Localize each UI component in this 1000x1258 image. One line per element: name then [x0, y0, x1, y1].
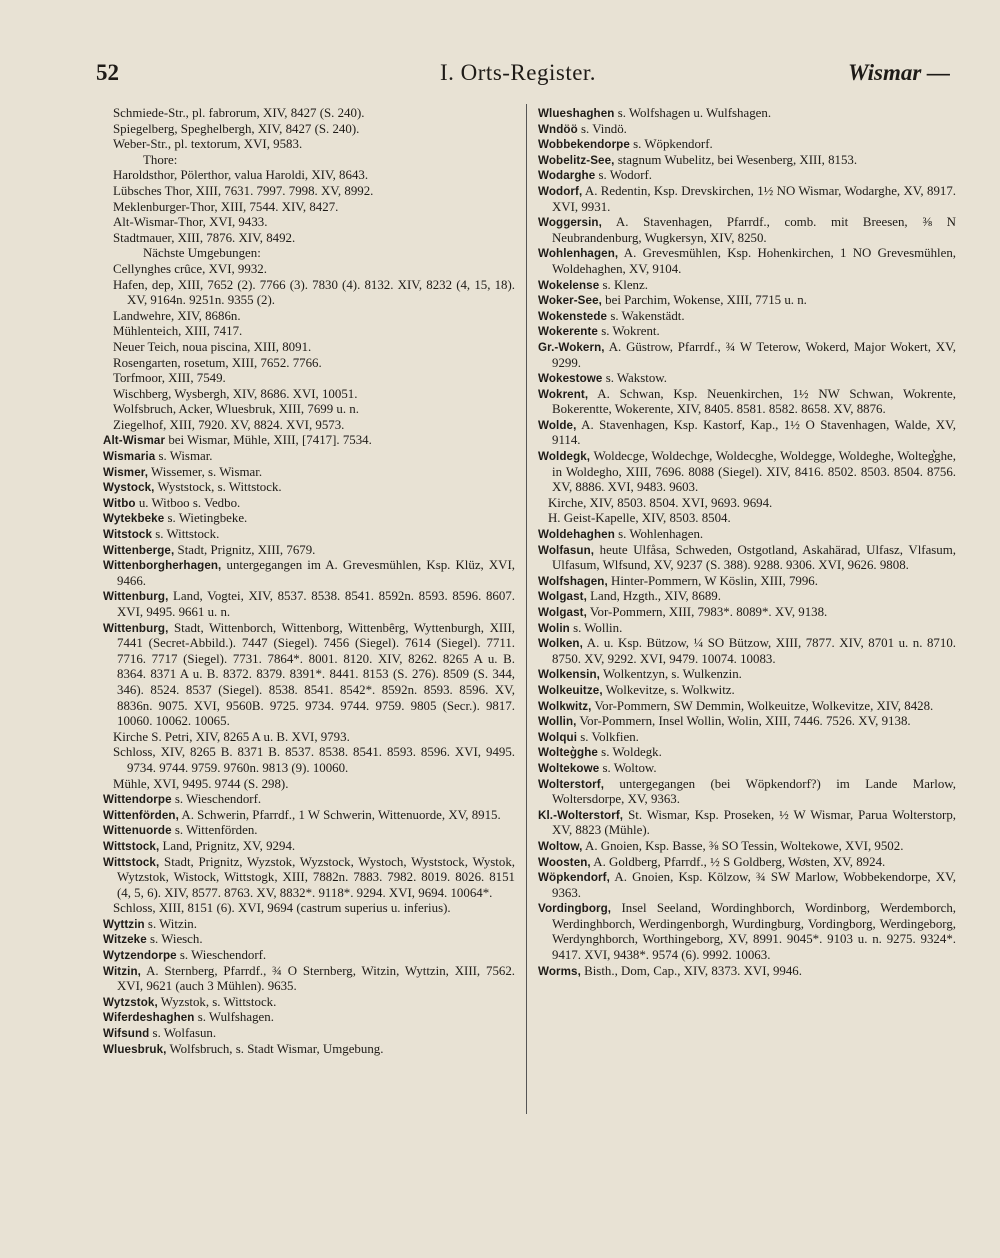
register-entry	[103, 1026, 515, 1042]
entry-text: Schmiede-Str., pl. fabrorum, XIV, 8427 (S. 240).	[113, 106, 365, 120]
register-entry	[538, 340, 956, 371]
register-entry	[103, 465, 515, 481]
entry-keyword: Woltekowe	[538, 761, 600, 775]
entry-text: s. Woldegk.	[597, 745, 662, 760]
register-entry	[538, 418, 956, 449]
register-entry	[538, 761, 956, 777]
register-entry	[103, 589, 515, 620]
entry-text: Neuer Teich, noua piscina, XIII, 8091.	[113, 339, 312, 354]
entry-keyword: Wittenberge,	[103, 543, 175, 557]
entry-keyword: Wittendorpe	[103, 793, 172, 807]
entry-keyword: Wittenförden,	[103, 808, 179, 822]
entry-text: s. Wakenstädt.	[607, 308, 685, 323]
entry-keyword: Wolgast,	[538, 606, 587, 619]
register-entry	[538, 683, 956, 699]
register-entry	[103, 792, 515, 808]
register-entry	[103, 932, 515, 948]
register-entry	[538, 293, 956, 309]
entry-text: Woldecge, Woldechge, Woldecghe, Woldegge, Woldeghe, Wolteg͛ghe, in Woldegho, XIII, 7696. 8088 (Siegel). XIV, 8416. 8502. 8503. 8504. 8756. XV, 8886. XVI, 9483. 9603.	[552, 449, 956, 495]
entry-keyword: Vordingborg,	[538, 902, 612, 916]
entry-text: s. Wodorf.	[595, 168, 653, 183]
register-entry	[103, 371, 515, 387]
entry-text: Stadt, Prignitz, Wyzstok, Wyzstock, Wystoch, Wyststock, Wystok, Wytzstok, Wistock, Wittstogk, XIII, 7882n. 7883. 7982. 8019. 8026. 8151 (4, 5, 6). XIV, 8577. 8763. XV, 8832*. 9118*. 9294. XVI, 9694. 10064*.	[117, 854, 515, 900]
entry-text: A. u. Ksp. Bützow, ¼ SO Bützow, XIII, 7877. XIV, 8701 u. n. 8710. 8750. XV, 9292. XVI, 9479. 10074. 10083.	[552, 636, 956, 666]
entry-text: s. Wakstow.	[602, 371, 667, 386]
page-header	[0, 60, 1000, 90]
register-entry	[538, 387, 956, 418]
page-number: 52	[96, 60, 119, 85]
entry-keyword: Wismer,	[103, 465, 149, 479]
left-column	[103, 106, 515, 1057]
entry-text: Landwehre, XIV, 8686n.	[113, 308, 241, 323]
entry-text: s. Wolfshagen u. Wulfshagen.	[614, 106, 772, 120]
register-entry	[103, 449, 515, 465]
register-entry	[103, 480, 515, 496]
entry-text: stagnum Wubelitz, bei Wesenberg, XIII, 8153.	[614, 152, 858, 167]
entry-text: bei Wismar, Mühle, XIII, [7417]. 7534.	[165, 433, 372, 448]
entry-text: Hinter-Pommern, W Köslin, XIII, 7996.	[607, 573, 818, 588]
register-entry	[538, 278, 956, 294]
entry-keyword: Wystock,	[103, 481, 155, 495]
register-entry	[103, 309, 515, 325]
entry-keyword: Woggersin,	[538, 216, 602, 230]
entry-text: s. Wietingbeke.	[164, 511, 248, 526]
entry-keyword: Wodarghe	[538, 169, 596, 183]
entry-keyword: Woldehaghen	[538, 528, 615, 542]
entry-keyword: Witzeke	[103, 933, 147, 947]
entry-keyword: Woker-See,	[538, 294, 602, 308]
entry-text: A. Sternberg, Pfarrdf., ¾ O Sternberg, Witzin, Wyttzin, XIII, 7562. XVI, 9621 (auch 3 Mühlen). 9635.	[117, 963, 515, 994]
entry-keyword: Wokenstede	[538, 309, 608, 323]
entry-text: Nächste Umgebungen:	[143, 246, 261, 261]
register-entry	[538, 855, 956, 871]
entry-keyword: Wöpkendorf,	[538, 871, 610, 885]
entry-text: s. Klenz.	[599, 277, 648, 292]
register-entry	[538, 246, 956, 277]
register-entry	[103, 106, 515, 122]
register-entry	[103, 184, 515, 200]
entry-keyword: Gr.-Wokern,	[538, 340, 605, 354]
register-entry	[103, 402, 515, 418]
entry-text: A. Schwerin, Pfarrdf., 1 W Schwerin, Wittenuorde, XV, 8915.	[178, 807, 501, 822]
entry-text: u. Witboo s. Vedbo.	[135, 495, 241, 510]
entry-keyword: Wolterstorf,	[538, 777, 605, 791]
entry-keyword: Woosten,	[538, 855, 591, 869]
entry-keyword: Worms,	[538, 964, 581, 978]
entry-text: Schloss, XIV, 8265 B. 8371 B. 8537. 8538. 8541. 8593. 8596. XVI, 9495. 9734. 9744. 9759. 9760n. 9813 (9). 10060.	[113, 745, 515, 775]
entry-keyword: Woldegk,	[538, 450, 591, 464]
entry-text: Mühlenteich, XIII, 7417.	[113, 324, 243, 339]
entry-text: Stadtmauer, XIII, 7876. XIV, 8492.	[113, 230, 296, 245]
entry-text: Wyststock, s. Wittstock.	[154, 480, 282, 495]
register-entry	[103, 855, 515, 902]
entry-text: s. Wismar.	[155, 449, 213, 464]
register-entry	[538, 964, 956, 980]
entry-keyword: Wytzendorpe	[103, 949, 177, 963]
register-entry	[538, 168, 956, 184]
entry-text: s. Vindö.	[577, 121, 627, 136]
column-divider	[526, 104, 527, 1114]
register-entry	[103, 511, 515, 527]
entry-keyword: Wolgast,	[538, 590, 587, 604]
register-entry	[538, 215, 956, 246]
entry-keyword: Woltow,	[538, 839, 583, 853]
register-entry	[538, 901, 956, 963]
register-entry	[103, 387, 515, 403]
entry-text: Schloss, XIII, 8151 (6). XVI, 9694 (castrum superius u. inferius).	[113, 901, 451, 916]
entry-text: Vor-Pommern, Insel Wollin, Wolin, XIII, 7446. 7526. XV, 9138.	[576, 714, 911, 729]
register-entry	[538, 870, 956, 901]
entry-text: Wolfsbruch, s. Stadt Wismar, Umgebung.	[166, 1041, 384, 1056]
entry-keyword: Witbo	[103, 496, 136, 510]
entry-text: H. Geist-Kapelle, XIV, 8503. 8504.	[548, 511, 731, 526]
entry-keyword: Witstock	[103, 528, 153, 542]
register-entry	[538, 777, 956, 808]
entry-text: heute Ulfåsa, Schweden, Ostgotland, Askahärad, Ulfasz, Vlfasum, Ulfasum, Wlfsund, XV, 9237 (S. 388). 9288. 9306. XVI, 9626. 9808.	[552, 542, 956, 573]
entry-text: Wissemer, s. Wismar.	[148, 464, 263, 479]
register-entry	[103, 823, 515, 839]
register-entry	[103, 200, 515, 216]
entry-text: Lübsches Thor, XIII, 7631. 7997. 7998. XV, 8992.	[113, 183, 374, 198]
entry-text: A. Stavenhagen, Pfarrdf., comb. mit Breesen, ⅜ N Neubrandenburg, Wugkersyn, XIV, 8250.	[552, 215, 956, 245]
entry-text: untergegangen im A. Grevesmühlen, Ksp. Klüz, XVI, 9466.	[117, 558, 515, 588]
entry-text: s. Wiesch.	[146, 932, 203, 947]
register-entry	[103, 262, 515, 278]
register-entry	[103, 621, 515, 730]
entry-text: Thore:	[143, 152, 178, 167]
entry-text: A. Gnoien, Ksp. Basse, ⅜ SO Tessin, Woltekowe, XVI, 9502.	[582, 838, 904, 853]
entry-text: Insel Seeland, Wordinghborch, Wordinborg, Werdemborch, Werdinghborch, Werdingenborgh, Wurdingburg, Vordingborg, Werdingeborg, Werdynghborch, Worthingeborg, XV, 8991. 9045*. 9103 u. n. 9275. 9324*. 9417. XVI, 9438*. 9574 (6). 9992. 10063.	[552, 901, 956, 963]
entry-keyword: Wohlenhagen,	[538, 247, 619, 261]
entry-text: s. Wolfasun.	[149, 1026, 217, 1041]
register-entry	[103, 730, 515, 746]
register-entry	[103, 324, 515, 340]
entry-text: Hafen, dep, XIII, 7652 (2). 7766 (3). 7830 (4). 8132. XIV, 8232 (4, 15, 18). XV, 9164n. 9251n. 9355 (2).	[113, 277, 515, 308]
entry-text: s. Wokrent.	[597, 324, 660, 339]
entry-keyword: Wokrent,	[538, 387, 589, 401]
entry-keyword: Wokestowe	[538, 372, 603, 386]
entry-text: Stadt, Wittenborch, Wittenborg, Wittenbȇrg, Wyttenburgh, XIII, 7441 (Secret-Abbild.). 7447 (Siegel). 7456 (Siegel). 7614 (Siegel). 7711. 7716. 7717 (Siegel). 7731. 7864*. 8001. 8120. XIV, 8262. 8265 A u. B. 8364. 8371 A u. B. 8372. 8379. 8391*. 8441. 8153 (S. 276). 8509 (S. 344, 346). 8524. 8537 (Siegel). 8538. 8541. 8542*. 8592n. 8593. 8596. XV, 8836n. 9075. XVI, 9560B. 9725. 9734. 9744. 9759. 9805 (Secr.). 9817. 10060. 10062. 10065.	[117, 620, 515, 729]
entry-text: A. Stavenhagen, Ksp. Kastorf, Kap., 1½ O Stavenhagen, Walde, XV, 9114.	[552, 417, 956, 448]
register-entry	[103, 917, 515, 933]
entry-keyword: Wiferdeshaghen	[103, 1011, 195, 1025]
entry-keyword: Wokelense	[538, 278, 600, 292]
register-entry	[103, 246, 515, 262]
entry-keyword: Wytzstok,	[103, 995, 158, 1009]
entry-keyword: Wittenburg,	[103, 590, 169, 604]
entry-keyword: Wolteg͛ghe	[538, 746, 598, 760]
register-entry	[538, 309, 956, 325]
entry-text: Wischberg, Wysbergh, XIV, 8686. XVI, 10051.	[113, 386, 358, 401]
register-entry	[103, 340, 515, 356]
register-entry	[538, 636, 956, 667]
register-entry	[538, 714, 956, 730]
entry-keyword: Wolkeuitze,	[538, 683, 603, 697]
register-entry	[538, 122, 956, 138]
register-entry	[538, 589, 956, 605]
entry-text: Wolkevitze, s. Wolkwitz.	[602, 682, 735, 697]
entry-text: s. Wittstock.	[152, 527, 220, 542]
entry-text: Meklenburger-Thor, XIII, 7544. XIV, 8427.	[113, 199, 339, 214]
register-entry	[103, 558, 515, 589]
entry-text: Land, Prignitz, XV, 9294.	[159, 838, 296, 853]
entry-text: s. Volkfien.	[577, 729, 639, 744]
register-entry	[538, 543, 956, 574]
entry-text: St. Wismar, Ksp. Proseken, ½ W Wismar, Parua Wolterstorp, XV, 8823 (Mühle).	[552, 807, 956, 838]
register-entry	[103, 527, 515, 543]
entry-keyword: Wolkensin,	[538, 668, 600, 682]
register-entry	[103, 153, 515, 169]
entry-keyword: Wobelitz-See,	[538, 153, 615, 167]
entry-keyword: Wolken,	[538, 637, 583, 651]
entry-text: Alt-Wismar-Thor, XVI, 9433.	[113, 215, 268, 230]
register-entry	[538, 730, 956, 746]
register-entry	[103, 231, 515, 247]
entry-text: bei Parchim, Wokense, XIII, 7715 u. n.	[601, 293, 807, 308]
entry-text: s. Wittenförden.	[171, 823, 258, 838]
entry-text: untergegangen (bei Wöpkendorf?) im Lande Marlow, Woltersdorpe, XV, 9363.	[552, 776, 956, 807]
entry-text: s. Wieschendorf.	[176, 948, 267, 963]
entry-text: A. Redentin, Ksp. Drevskirchen, 1½ NO Wismar, Wodarghe, XV, 8917. XVI, 9931.	[552, 183, 956, 214]
page-title: I. Orts-Register.	[440, 60, 597, 85]
register-entry	[538, 371, 956, 387]
register-entry	[538, 839, 956, 855]
register-entry	[538, 605, 956, 621]
entry-text: Kirche, XIV, 8503. 8504. XVI, 9693. 9694.	[548, 495, 773, 510]
register-entry	[103, 433, 515, 449]
register-entry	[538, 699, 956, 715]
entry-keyword: Wismaria	[103, 450, 156, 464]
entry-text: s. Wollin.	[569, 620, 623, 635]
register-entry	[538, 324, 956, 340]
entry-keyword: Wolqui	[538, 730, 578, 744]
register-entry	[538, 808, 956, 839]
entry-text: Haroldsthor, Pölerthor, valua Haroldi, XIV, 8643.	[113, 168, 369, 183]
entry-keyword: Wobbekendorpe	[538, 138, 630, 152]
entry-text: A. Grevesmühlen, Ksp. Hohenkirchen, 1 NO Grevesmühlen, Woldehaghen, XV, 9104.	[552, 246, 956, 276]
entry-text: A. Gnoien, Ksp. Kölzow, ¾ SW Marlow, Wobbekendorpe, XV, 9363.	[552, 870, 956, 900]
register-entry	[103, 901, 515, 917]
entry-keyword: Wndöö	[538, 122, 578, 136]
entry-keyword: Wolkwitz,	[538, 699, 592, 713]
register-entry	[103, 168, 515, 184]
register-entry	[103, 356, 515, 372]
entry-keyword: Wittenuorde	[103, 824, 172, 838]
entry-text: Mühle, XVI, 9495. 9744 (S. 298).	[113, 776, 289, 791]
entry-text: Kirche S. Petri, XIV, 8265 A u. B. XVI, 9793.	[113, 729, 350, 744]
register-entry	[538, 745, 956, 761]
entry-text: A. Güstrow, Pfarrdf., ¾ W Teterow, Wokerd, Major Wokert, XV, 9299.	[552, 339, 956, 370]
register-entry	[103, 839, 515, 855]
entry-keyword: Wolfasun,	[538, 543, 595, 557]
entry-keyword: Wodorf,	[538, 184, 583, 198]
register-entry	[103, 995, 515, 1011]
entry-text: Vor-Pommern, SW Demmin, Wolkeuitze, Wolkevitze, XIV, 8428.	[591, 698, 934, 713]
register-entry	[538, 184, 956, 215]
register-entry	[538, 106, 956, 122]
entry-text: Rosengarten, rosetum, XIII, 7652. 7766.	[113, 355, 322, 370]
register-entry	[538, 496, 956, 512]
entry-keyword: Wolde,	[538, 418, 577, 432]
register-entry	[103, 122, 515, 138]
register-entry	[538, 137, 956, 153]
entry-text: Weber-Str., pl. textorum, XVI, 9583.	[113, 137, 303, 152]
register-entry	[103, 496, 515, 512]
entry-text: Spiegelberg, Speghelbergh, XIV, 8427 (S. 240).	[113, 121, 360, 136]
entry-keyword: Witzin,	[103, 964, 141, 978]
entry-text: s. Wohlenhagen.	[614, 527, 704, 542]
register-entry	[538, 621, 956, 637]
register-entry	[103, 777, 515, 793]
entry-text: Land, Hzgth., XIV, 8689.	[586, 589, 721, 604]
register-entry	[103, 215, 515, 231]
register-entry	[538, 511, 956, 527]
register-entry	[103, 418, 515, 434]
entry-text: s. Witzin.	[144, 916, 197, 931]
entry-text: Wolkentzyn, s. Wulkenzin.	[600, 667, 742, 682]
entry-keyword: Wittenborgherhagen,	[103, 559, 222, 573]
entry-keyword: Wittstock,	[103, 855, 160, 869]
register-entry	[538, 574, 956, 590]
register-entry	[103, 1042, 515, 1058]
entry-keyword: Wluesbruk,	[103, 1042, 167, 1056]
entry-keyword: Wolin	[538, 621, 570, 635]
entry-keyword: Kl.-Wolterstorf,	[538, 808, 624, 822]
register-entry	[538, 449, 956, 496]
entry-text: Ziegelhof, XIII, 7920. XV, 8824. XVI, 9573.	[113, 417, 345, 432]
entry-text: Vor-Pommern, XIII, 7983*. 8089*. XV, 9138.	[586, 605, 828, 619]
entry-keyword: Wokerente	[538, 325, 598, 339]
register-entry	[103, 137, 515, 153]
entry-text: A. Schwan, Ksp. Neuenkirchen, 1½ NW Schwan, Wokrente, Bokerentte, Wokerente, XIV, 8405. 8581. 8582. 8658. XV, 8876.	[552, 386, 956, 417]
register-entry	[103, 278, 515, 309]
entry-text: s. Wulfshagen.	[194, 1010, 274, 1025]
register-entry	[103, 543, 515, 559]
entry-text: Bisth., Dom, Cap., XIV, 8373. XVI, 9946.	[580, 963, 802, 978]
register-entry	[103, 745, 515, 776]
entry-keyword: Alt-Wismar	[103, 434, 166, 448]
register-entry	[538, 153, 956, 169]
entry-text: Stadt, Prignitz, XIII, 7679.	[174, 542, 316, 557]
register-entry	[103, 964, 515, 995]
entry-keyword: Wollin,	[538, 715, 577, 729]
entry-text: Torfmoor, XIII, 7549.	[113, 371, 226, 386]
entry-keyword: Wolfshagen,	[538, 574, 608, 588]
entry-keyword: Wittstock,	[103, 839, 160, 853]
running-head: Wismar —	[848, 60, 951, 85]
entry-text: s. Wieschendorf.	[171, 792, 262, 807]
entry-text: A. Goldberg, Pfarrdf., ½ S Goldberg, Woͦsten, XV, 8924.	[590, 854, 886, 869]
entry-text: s. Wöpkendorf.	[629, 137, 713, 152]
register-entry	[103, 808, 515, 824]
entry-text: Wolfsbruch, Acker, Wluesbruk, XIII, 7699 u. n.	[113, 402, 359, 417]
entry-keyword: Wytekbeke	[103, 512, 165, 526]
entry-text: Land, Vogtei, XIV, 8537. 8538. 8541. 8592n. 8593. 8596. 8607. XVI, 9495. 9661 u. n.	[117, 589, 515, 619]
register-entry	[538, 527, 956, 543]
register-entry	[538, 667, 956, 683]
entry-text: Wyzstok, s. Wittstock.	[157, 994, 277, 1009]
entry-text: s. Woltow.	[599, 760, 657, 775]
entry-text: Cellynghes crûce, XVI, 9932.	[113, 261, 267, 276]
register-entry	[103, 948, 515, 964]
right-column	[538, 106, 956, 979]
entry-keyword: Wittenburg,	[103, 621, 169, 635]
entry-keyword: Wlueshaghen	[538, 107, 615, 120]
entry-keyword: Wyttzin	[103, 917, 145, 931]
entry-keyword: Wifsund	[103, 1027, 150, 1041]
register-entry	[103, 1010, 515, 1026]
